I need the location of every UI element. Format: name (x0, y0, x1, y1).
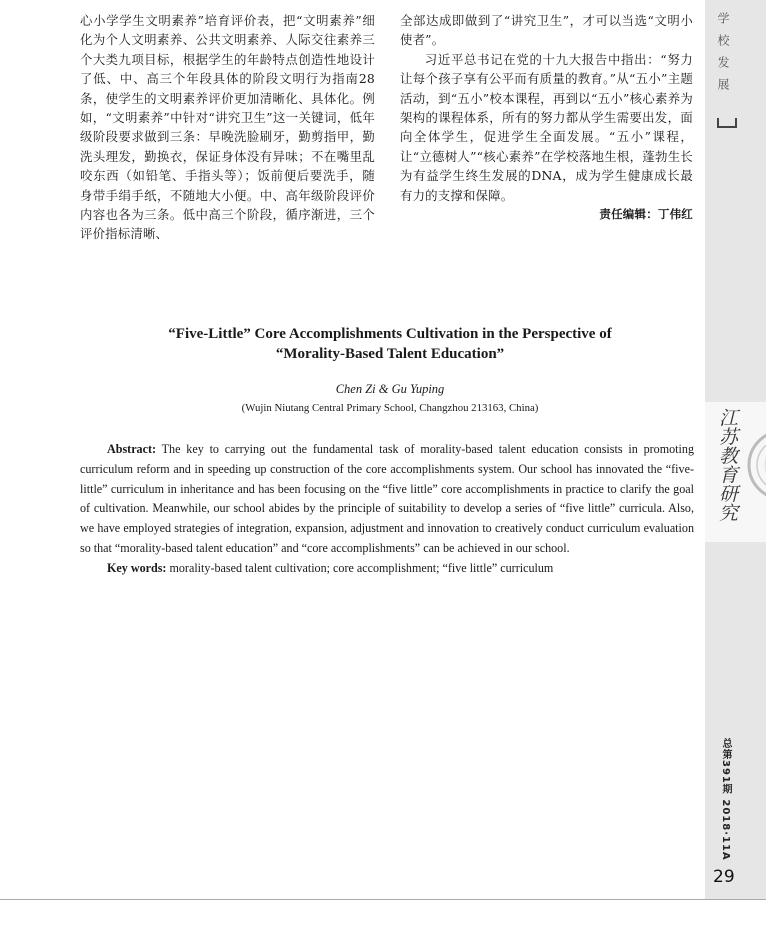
section-title: 学校发展 (716, 12, 730, 100)
seal-logo-icon (743, 426, 766, 504)
keywords-text: morality-based talent cultivation; core accomplishment; “five little” curriculum (166, 560, 554, 575)
affiliation: (Wujin Niutang Central Primary School, Changzhou 213163, China) (241, 402, 539, 414)
keywords-label: Key words: (107, 560, 167, 575)
bracket-icon (717, 118, 737, 128)
abstract-paragraph (80, 440, 694, 559)
left-text-column (80, 11, 375, 244)
journal-logo-text: 江苏教育研究 (716, 408, 738, 522)
abstract-label: Abstract: (107, 442, 157, 456)
authors: Chen Zi & Gu Yuping (335, 382, 445, 396)
journal-sidebar (705, 0, 766, 900)
right-text-column (400, 11, 693, 224)
page-number: 29 (713, 867, 735, 887)
keywords-paragraph (80, 559, 694, 579)
journal-logo-band (705, 402, 766, 542)
right-paragraph-1: 全部达成即做到了“讲究卫生”，才可以当选“文明小使者”。 (400, 13, 693, 48)
english-title (90, 324, 690, 364)
bottom-rule (0, 899, 766, 900)
right-paragraph-2: 习近平总书记在党的十九大报告中指出：“努力让每个孩子享有公平而有质量的教育。”从“五小”主题活动，到“五小”校本课程，再到以“五小”核心素养为架构的课程体系，所有的努力都从学生需要出发，面向全体学生，促进学生全面发展。“五小”课程，让“立德树人”“核心素养”在学校落地生根，蓬勃生长为有益学生终生发展的DNA，成为学生健康成长最有力的支撑和保障。 (400, 51, 693, 203)
responsible-editor: 责任编辑：丁伟红 (599, 207, 693, 222)
abstract-text: The key to carrying out the fundamental task of morality-based talent education consists in promoting curriculum reform and in speeding up construction of the core accomplishments system. Our school has innovated the “five-little” curriculum in inheritance and has been focusing on the “five little” core accomplishments in practice to clarify the goal of cultivation. Meanwhile, our school abides by the principle of suitability to develop a series of “five little” curricula. Also, we have employed strategies of integration, expansion, adjustment and innovation to creatively conduct curriculum evaluation so that “morality-based talent education” and “core accomplishments” can be achieved in our school. (80, 442, 694, 555)
english-title-line-1: “Five-Little” Core Accomplishments Cultivation in the Perspective of (168, 326, 612, 342)
issue-info: 总第391期 2018·11A (720, 738, 731, 861)
left-paragraph: 心小学学生文明素养”培育评价表，把“文明素养”细化为个人文明素养、公共文明素养、人际交往素养三个大类九项目标，根据学生的年龄特点创造性地设计了低、中、高三个年段具体的阶段文明行为指南28条，使学生的文明素养评价更加清晰化、具体化。例如，“文明素养”中针对“讲究卫生”这一关键词，低年级阶段要求做到三条：早晚洗脸刷牙，勤剪指甲，勤洗头理发，勤换衣，保证身体没有异味；不在嘴里乱咬东西（如铅笔、手指头等）；饭前便后要洗手，随身带手绢手纸，不随地大小便。中、高年级阶段评价内容也各为三条。低中高三个阶段，循序渐进，三个评价指标清晰、 (80, 13, 375, 242)
english-abstract (80, 440, 694, 579)
english-title-line-2: “Morality-Based Talent Education” (275, 346, 505, 362)
